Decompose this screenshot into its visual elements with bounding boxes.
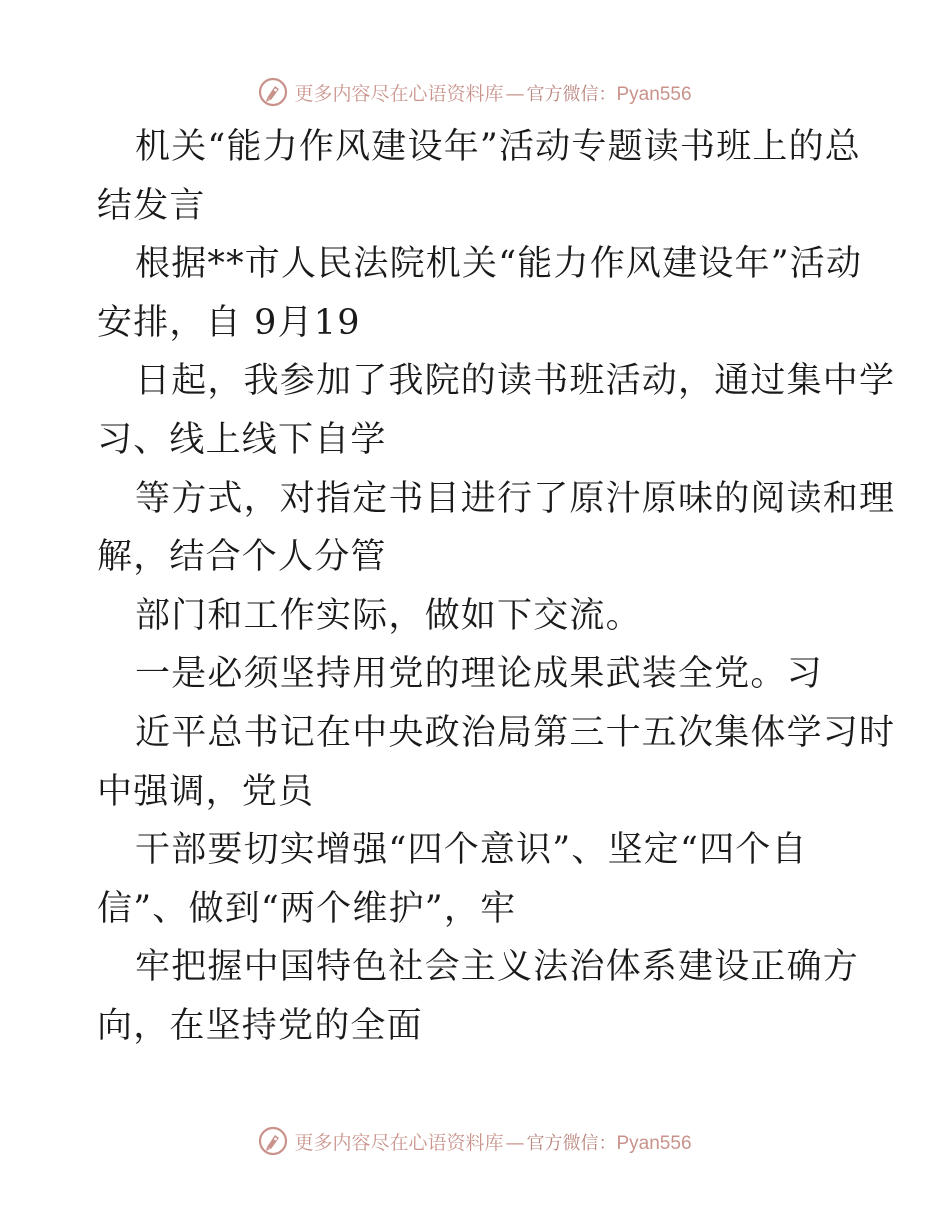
watermark-contact-id: Pyan556 (616, 83, 692, 105)
text-line: 中强调，党员 (97, 771, 315, 812)
text-line: 近平总书记在中央政治局第三十五次集体学习时 (135, 712, 896, 753)
text-line: 结发言 (97, 185, 206, 226)
text-line: 牢把握中国特色社会主义法治体系建设正确方 (135, 947, 860, 988)
watermark-contact-id: Pyan556 (616, 1132, 692, 1154)
watermark-contact-label: 官方微信： (526, 83, 617, 105)
text-line: 解，结合个人分管 (97, 537, 387, 578)
watermark-contact-label: 官方微信： (526, 1132, 617, 1154)
watermark-dash: — (505, 82, 525, 105)
watermark-brand-text: 更多内容尽在心语资料库 (294, 82, 504, 105)
text-line: 干部要切实增强“四个意识”、坚定“四个自 (135, 830, 808, 871)
text-line: 根据**市人民法院机关“能力作风建设年”活动 (135, 244, 863, 285)
text-line: 一是必须坚持用党的理论成果武装全党。习 (135, 654, 823, 695)
text-line: 向，在坚持党的全面 (97, 1005, 423, 1046)
text-line: 日起，我参加了我院的读书班活动，通过集中学 (135, 361, 896, 402)
header-watermark (0, 72, 950, 112)
text-line: 习、线上线下自学 (97, 419, 387, 460)
text-line: 部门和工作实际，做如下交流。 (135, 595, 642, 636)
footer-watermark (0, 1121, 950, 1161)
text-line: 安排，自 9月19 (97, 302, 361, 343)
watermark-dash: — (505, 1131, 525, 1154)
document-body (97, 118, 896, 1056)
pen-nib-logo-icon (258, 1126, 288, 1156)
pen-nib-logo-icon (258, 77, 288, 107)
watermark-brand-text: 更多内容尽在心语资料库 (294, 1131, 504, 1154)
text-line: 等方式，对指定书目进行了原汁原味的阅读和理 (135, 478, 896, 519)
text-line: 机关“能力作风建设年”活动专题读书班上的总 (135, 127, 861, 167)
text-line: 信”、做到“两个维护”，牢 (97, 888, 517, 929)
